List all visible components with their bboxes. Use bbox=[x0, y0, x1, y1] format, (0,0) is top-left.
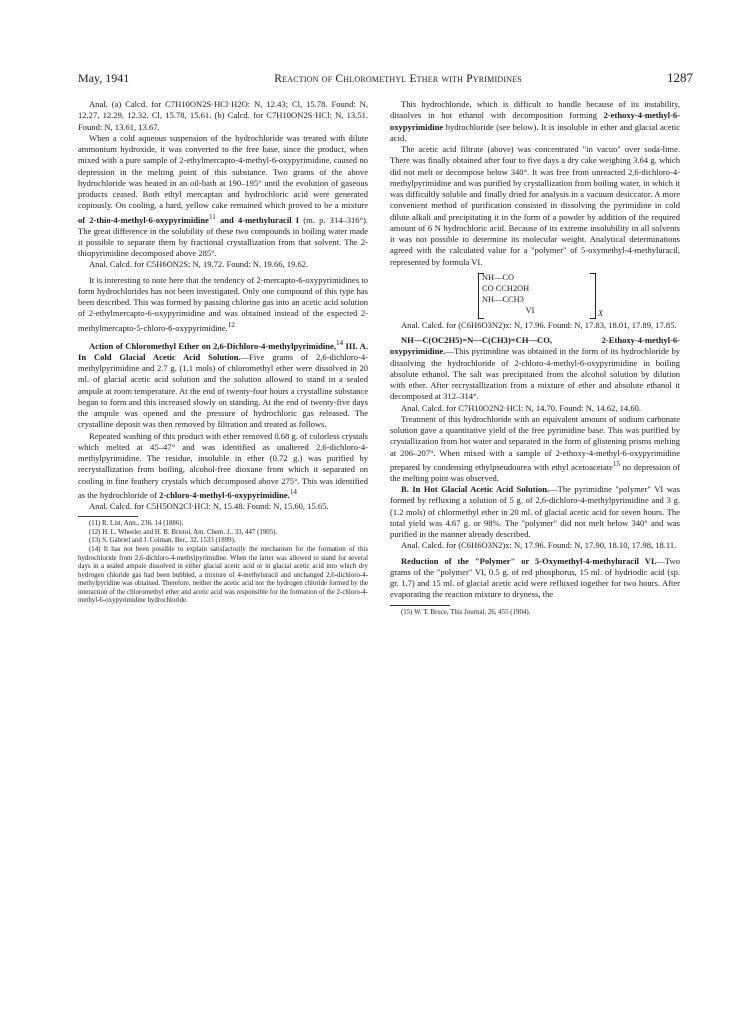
formula-right-bracket bbox=[590, 273, 596, 319]
header-date: May, 1941 bbox=[78, 71, 130, 85]
footnote-divider bbox=[390, 605, 450, 606]
analysis-paragraph: Anal. Calcd. for (C6H6O3N2)x: N, 17.96. Found: N, 17.90, 18.10, 17.98, 18.11. bbox=[401, 540, 677, 551]
formula-left-bracket bbox=[478, 273, 484, 319]
compound-name: 2-ethoxy-4-methyl-6-oxypyrimidine bbox=[390, 110, 680, 132]
footnote: (14) It has not been possible to explain satisfactorily the mechanism for the formation of this hydrochloride from 2,6-dichloro-4-methylpyrimidine. When the latter was allowed to stand for several days in a sealed ampule dissolved in either glacial acetic acid or in glacial acetic acid into which dry hydrogen chloride gas had been bubbled, a mixture of 4-methyluracil and unchanged 2,6-dichloro-4-methylpyridine was obtained. Therefore, neither the acetic acid nor the hydrogen chloride formed by the interaction of the chloromethyl ether and acetic acid was responsible for the formation of the 2-chloro-4-methyl-6-oxypyrimidine hydrochloride. bbox=[78, 545, 368, 605]
header-title: Reaction of Chloromethyl Ether with Pyrimidines bbox=[274, 73, 522, 85]
footnote: (12) H. L. Wheeler and H. B. Bristol, Am. Chem. J., 33, 447 (1905). bbox=[89, 528, 278, 536]
body-paragraph: This hydrochloride, which is difficult to handle because of its instability, dissolves in hot ethanol with decomposition forming 2-ethoxy-4-methyl-6-oxypyrimidine hydrochloride (see below). It is insoluble in ether and glacial acetic acid. bbox=[390, 99, 680, 143]
structural-formula bbox=[482, 272, 602, 316]
section-heading: Action of Chloromethyl Ether on 2,6-Dichloro-4-methylpyrimidine, bbox=[89, 340, 336, 351]
right-column bbox=[390, 99, 680, 617]
page-number: 1287 bbox=[666, 70, 693, 85]
section-paragraph: Action of Chloromethyl Ether on 2,6-Dichloro-4-methylpyrimidine,$^{14}$ III. A. In Cold Glacial Acetic Acid Solution.—Five grams of 2,6-dichloro-4-methylpyrimidine and 2.7 g. (1.1 mols) of chloromethyl ether were dissolved in 20 ml. of glacial acetic acid solution and the solution allowed to stand in a sealed ampule at room temperature. At the end of twenty-four hours a crystalline substance began to form and this increased slowly on standing. At the end of twenty-five days the ampule was opened and the pressure of hydrochloric gas released. The crystalline deposit was then removed by filtration and treated as follows. bbox=[78, 338, 368, 430]
formula-line: NH—CCH3 bbox=[482, 294, 524, 304]
footnote: (13) S. Gabriel and J. Colman, Ber., 32, 1533 (1899). bbox=[89, 537, 236, 545]
compound-name: 2-chloro-4-methyl-6-oxypyrimidine. bbox=[159, 489, 290, 500]
footnote-ref: 14 bbox=[289, 487, 297, 496]
formula-line: NH—CO bbox=[482, 272, 515, 282]
footnote-ref: 15 bbox=[612, 459, 621, 468]
body-paragraph: Repeated washing of this product with ether removed 0.68 g. of colorless crystals which melted at 45–47° and was identified as unaltered 2,6-dichloro-4-methylpyrimidine. The residue, insoluble in ether (0.72 g.) was purified by recrystallization from boiling, alcohol-free dioxane from which it separated on cooling in fine feathery crystals which decomposed above 275°. This was identified as the hydrochloride of 2-chloro-4-methyl-6-oxypyrimidine.$^{14}$ bbox=[78, 430, 368, 500]
left-column bbox=[78, 99, 368, 606]
formula-line: CO CCH2OH bbox=[482, 283, 530, 293]
footnote: (11) R. List, Ann., 236, 14 (1886). bbox=[89, 520, 184, 528]
section-heading: III. A. In Cold Glacial Acetic Acid Solution. bbox=[78, 340, 368, 362]
section-paragraph: Reduction of the "Polymer" or 5-Oxymethyl-4-methyluracil VI.—Two grams of the "polymer" VI, 0.5 g. of red phosphorus, 15 ml. of hydriodic acid (sp. gr. 1.7) and 15 ml. of glacial acetic acid were refluxed together for two hours. After evaporating the reaction mixture to dryness, the bbox=[390, 555, 680, 600]
analysis-paragraph: Anal. Calcd. for C7H10O2N2·HCl: N, 14.70. Found: N, 14.62, 14.60. bbox=[401, 402, 642, 413]
section-paragraph: B. In Hot Glacial Acetic Acid Solution.—The pyrimidine "polymer" VI was formed by refluxing a solution of 5 g. of 2,6-dichloro-4-methylpyrimidine and 3 g. (1.2 mols) of chlormethyl ether in 20 ml. of glacial acetic acid for seven hours. The total yield was 4.67 g. or 98%. The "polymer" did not melt below 340° and was purified in the manner already described. bbox=[390, 484, 680, 540]
analysis-paragraph: Anal. Calcd. for C5H6ON2S: N, 19.72. Found: N, 19.66, 19.62. bbox=[89, 259, 309, 270]
footnote-ref: 11 bbox=[208, 212, 216, 221]
footnote-divider bbox=[78, 516, 138, 517]
section-paragraph: NH—C(OC2H5)=N—C(CH3)=CH—CO, 2-Ethoxy-4-methyl-6-oxypyrimidine.—This pyrimidine was obtained in the form of its hydrochloride by dissolving the hydrochloride of 2-chloro-4-methyl-6-oxypyrimidine in boiling absolute ethanol. The salt was precipitated from the alcohol solution by dilution with ether. After recrystallization from a mixture of ether and absolute ethanol it decomposed at 312–314°. bbox=[390, 335, 680, 402]
footnote-ref: 12 bbox=[227, 320, 235, 329]
body-paragraph: It is interesting to note here that the tendency of 2-mercapto-6-oxypyrimidines to form hydrochlorides has not been investigated. Only one compound of this type has been described. This was formed by passing chlorine gas into an acetic acid solution of 2-ethylmercapto-6-oxypyrimidine and was obtained instead of the expected 2-methylmercapto-5-chloro-6-oxypyrimidine.$^{12}$ bbox=[78, 274, 368, 333]
formula-label: VI bbox=[525, 305, 535, 315]
compound-name: of 2-thio-4-methyl-6-oxypyrimidine bbox=[78, 214, 209, 225]
compound-name: and 4-methyluracil I bbox=[215, 214, 300, 225]
section-heading: Reduction of the "Polymer" or 5-Oxymethyl-4-methyluracil VI. bbox=[401, 555, 657, 566]
footnote: (15) W. T. Bruce, This Journal, 26, 455 (1904). bbox=[401, 608, 531, 616]
footnote-ref: 14 bbox=[335, 338, 344, 347]
body-paragraph: The acetic acid filtrate (above) was concentrated "in vacuo" over soda-lime. There was finally obtained after four to five days a dry cake weighing 3.64 g. which did not melt or decompose below 340°. It was free from unreacted 2,6-dichloro-4-methylpyrimidine and was purified by crystallization from boiling water, in which it was difficultly soluble and finally dried for analysis in a vacuum desiccator. A more convenient method of purification consisted in dissolving the pyrimidine in cold dilute alkali and precipitating it in the form of a powder by addition of the required amount of 6 N hydrochloric acid. Because of its extreme insolubility in all solvents it was not possible to determine its molecular weight. Analytical determinations agreed with the calculated value for a "polymer" of 5-oxymethyl-4-methyluracil, represented by formula VI. bbox=[390, 144, 680, 267]
analysis-paragraph: Anal. Calcd. for (C6H6O3N2)x: N, 17.96. Found: N, 17.83, 18.01, 17.89, 17.85. bbox=[401, 319, 677, 330]
analysis-paragraph: Anal. (a) Calcd. for C7H10ON2S·HCl·H2O: N, 12.43; Cl, 15.78. Found: N, 12.27, 12.29, 12.32. Cl, 15.78, 15.61. (b) Calcd. for C7H10ON2S·HCl: N, 13.51. Found: N, 13.61, 13.67. bbox=[78, 99, 368, 132]
formula-subscript-x: X bbox=[598, 308, 604, 318]
analysis-paragraph: Anal. Calcd. for C5H5ON2Cl·HCl: N, 15.48. Found: N, 15.60, 15.65. bbox=[89, 500, 329, 511]
body-paragraph: Treatment of this hydrochloride with an equivalent amount of sodium carbonate solution gave a quantitative yield of the free pyrimidine base. This was purified by crystallization from hot water and separated in the form of glistening prisms melting at 206–207°. When mixed with a sample of 2-ethoxy-4-methyl-6-oxypyrimidine prepared by condensing ethylpseudourea with ethyl acetoacetate$^{15}$ no depression of the melting point was observed. bbox=[390, 413, 680, 483]
section-heading: NH—C(OC2H5)=N—C(CH3)=CH—CO, 2-Ethoxy-4-methyl-6-oxypyrimidine. bbox=[390, 335, 680, 357]
section-heading: B. In Hot Glacial Acetic Acid Solution. bbox=[401, 484, 550, 495]
body-paragraph: When a cold aqueous suspension of the hydrochloride was treated with dilute ammonium hydroxide, it was converted to the free base, since the product, when mixed with a pure sample of 2-ethylmercapto-4-methyl-6-oxypyrimidine, caused no depression in the melting point of this substance. Two grams of the above hydrochloride was heated in an oil-bath at 190–195° until the evolution of gaseous products ceased. Both ethyl mercaptan and hydrochloric acid were generated copiously. On cooling, a hard, yellow cake remained which proved to be a mixture of 2-thio-4-methyl-6-oxypyrimidine$^{11}$ and 4-methyluracil I (m. p. 314–316°). The great difference in the solubility of these two compounds in boiling water made it possible to separate them by fractional crystallization from that solvent. The 2-thiopyrimidine decomposed above 285°. bbox=[78, 132, 368, 259]
page-header bbox=[78, 70, 693, 88]
